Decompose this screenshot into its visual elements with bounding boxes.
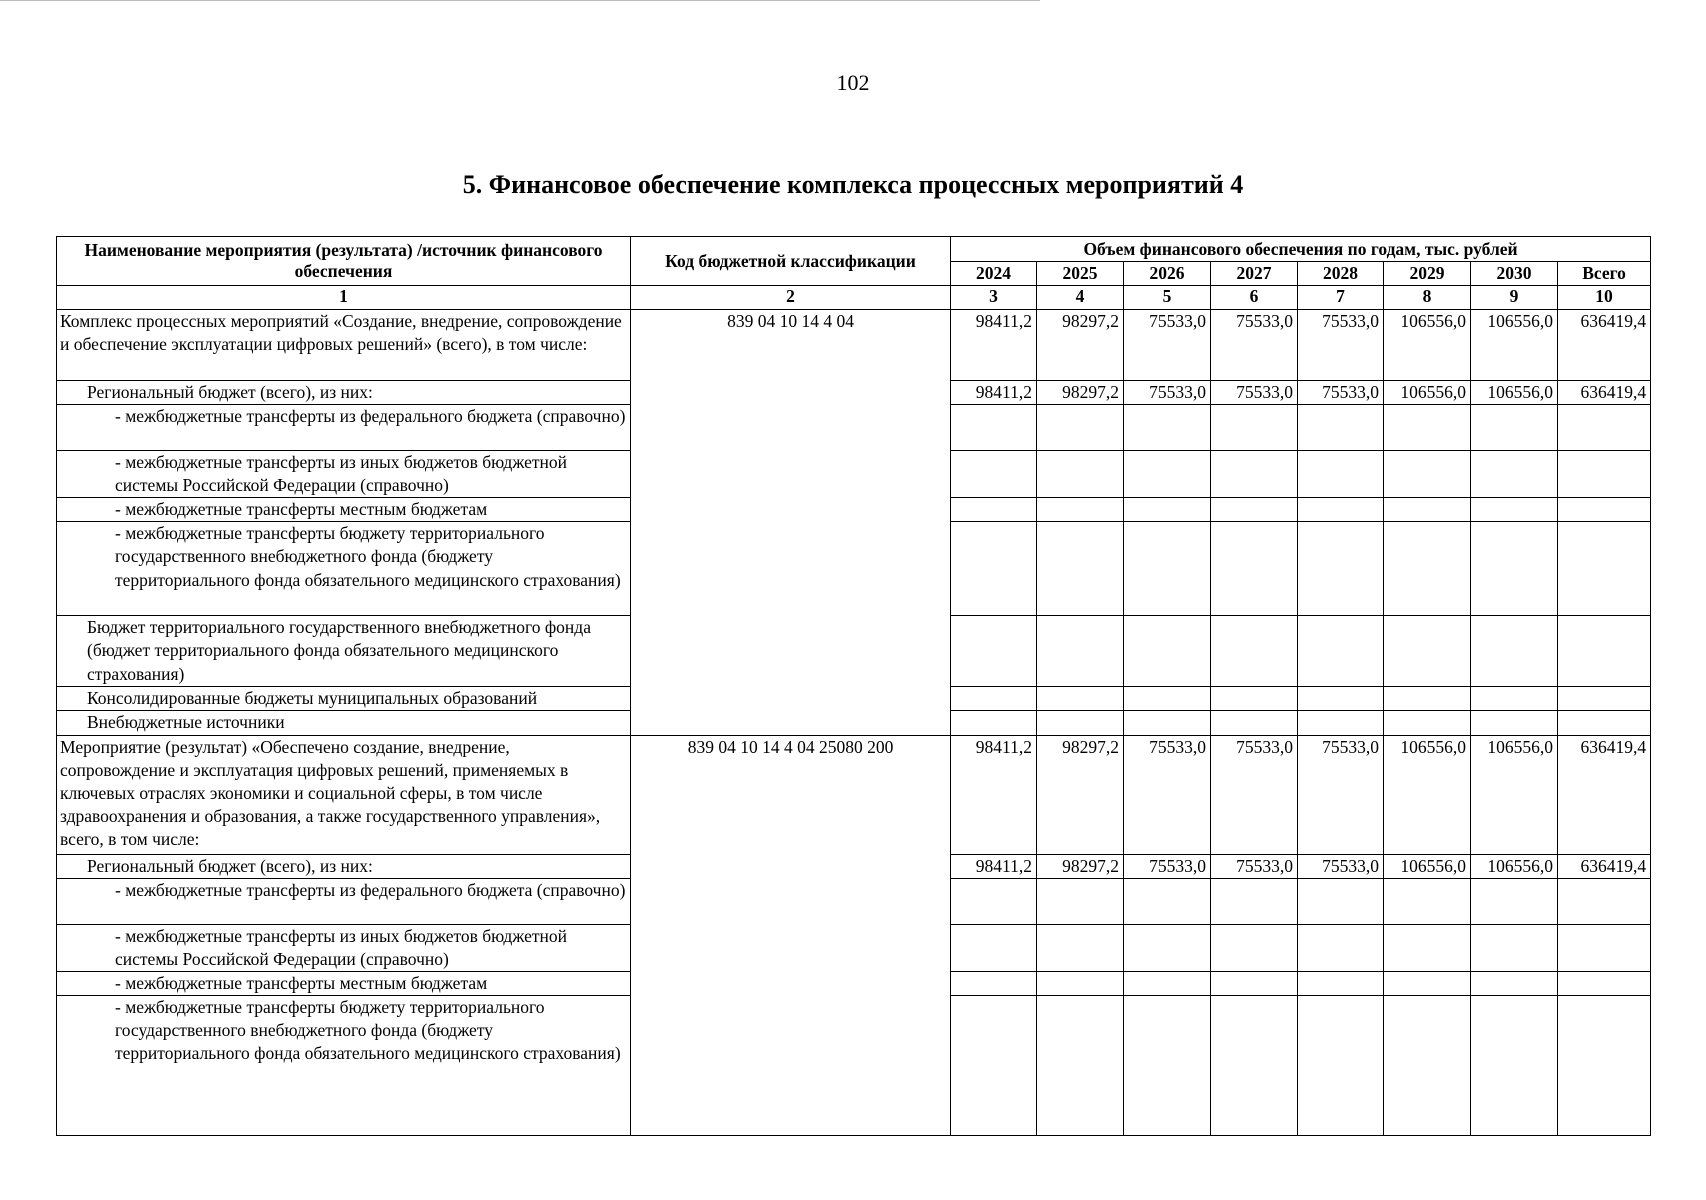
year-value-cell: 98297,2 <box>1037 310 1124 381</box>
year-value-cell <box>1471 711 1558 735</box>
year-value-cell <box>1037 522 1124 616</box>
header-year: 2029 <box>1384 262 1471 286</box>
header-year: 2027 <box>1211 262 1298 286</box>
year-value-cell: 75533,0 <box>1211 735 1298 854</box>
year-value-cell <box>1298 995 1384 1135</box>
year-value-cell <box>1037 616 1124 687</box>
year-value-cell <box>951 878 1037 924</box>
year-value-cell <box>951 711 1037 735</box>
year-value-cell: 98297,2 <box>1037 854 1124 878</box>
year-value-cell: 75533,0 <box>1124 854 1211 878</box>
header-year: 2024 <box>951 262 1037 286</box>
row-label: - межбюджетные трансферты из федерального бюджета (справочно) <box>57 405 631 451</box>
year-value-cell <box>1471 498 1558 522</box>
year-value-cell <box>1124 687 1211 711</box>
year-value-cell <box>1471 616 1558 687</box>
row-label: - межбюджетные трансферты местным бюджетам <box>57 971 631 995</box>
row-label: - межбюджетные трансферты из федерального бюджета (справочно) <box>57 878 631 924</box>
year-value-cell <box>1471 971 1558 995</box>
year-value-cell <box>1211 687 1298 711</box>
year-value-cell <box>1471 405 1558 451</box>
year-value-cell: 75533,0 <box>1124 310 1211 381</box>
year-value-cell: 106556,0 <box>1471 381 1558 405</box>
total-cell <box>1558 995 1651 1135</box>
header-year: 2026 <box>1124 262 1211 286</box>
year-value-cell <box>1298 522 1384 616</box>
total-cell <box>1558 522 1651 616</box>
total-cell <box>1558 971 1651 995</box>
year-value-cell <box>1124 995 1211 1135</box>
year-value-cell <box>951 451 1037 498</box>
year-value-cell <box>1298 924 1384 971</box>
year-value-cell: 106556,0 <box>1384 310 1471 381</box>
row-label: - межбюджетные трансферты местным бюджетам <box>57 498 631 522</box>
year-value-cell <box>1384 405 1471 451</box>
year-value-cell <box>1037 995 1124 1135</box>
year-value-cell <box>951 687 1037 711</box>
column-number: 4 <box>1037 286 1124 310</box>
year-value-cell <box>1037 971 1124 995</box>
year-value-cell <box>1124 711 1211 735</box>
year-value-cell <box>1037 878 1124 924</box>
year-value-cell <box>1037 924 1124 971</box>
year-value-cell: 98297,2 <box>1037 735 1124 854</box>
column-number: 2 <box>631 286 951 310</box>
year-value-cell <box>1124 924 1211 971</box>
total-cell <box>1558 711 1651 735</box>
header-year: 2030 <box>1471 262 1558 286</box>
row-label: Внебюджетные источники <box>57 711 631 735</box>
year-value-cell <box>1384 878 1471 924</box>
row-label: - межбюджетные трансферты бюджету территориального государственного внебюджетного фонда (бюджету территориального фонда обязательного медицинского страхования) <box>57 522 631 616</box>
year-value-cell: 106556,0 <box>1471 310 1558 381</box>
total-cell <box>1558 878 1651 924</box>
total-cell: 636419,4 <box>1558 735 1651 854</box>
header-volume-col: Объем финансового обеспечения по годам, тыс. рублей <box>951 237 1651 262</box>
total-cell: 636419,4 <box>1558 381 1651 405</box>
column-number: 3 <box>951 286 1037 310</box>
year-value-cell <box>1384 687 1471 711</box>
year-value-cell <box>1211 924 1298 971</box>
year-value-cell: 75533,0 <box>1211 381 1298 405</box>
year-value-cell <box>1384 498 1471 522</box>
year-value-cell <box>951 405 1037 451</box>
year-value-cell: 98411,2 <box>951 381 1037 405</box>
year-value-cell <box>1211 451 1298 498</box>
year-value-cell <box>951 616 1037 687</box>
year-value-cell <box>1298 878 1384 924</box>
year-value-cell: 98411,2 <box>951 854 1037 878</box>
row-label: - межбюджетные трансферты бюджету территориального государственного внебюджетного фонда (бюджету территориального фонда обязательного медицинского страхования) <box>57 995 631 1135</box>
year-value-cell <box>1124 451 1211 498</box>
table-row <box>57 735 1651 854</box>
total-cell <box>1558 924 1651 971</box>
year-value-cell <box>1298 687 1384 711</box>
column-number: 10 <box>1558 286 1651 310</box>
header-total: Всего <box>1558 262 1651 286</box>
budget-code-cell: 839 04 10 14 4 04 <box>631 310 951 736</box>
year-value-cell <box>1384 971 1471 995</box>
year-value-cell: 75533,0 <box>1124 735 1211 854</box>
total-cell <box>1558 405 1651 451</box>
header-year: 2025 <box>1037 262 1124 286</box>
year-value-cell <box>1384 711 1471 735</box>
year-value-cell <box>951 924 1037 971</box>
year-value-cell <box>1037 451 1124 498</box>
year-value-cell: 106556,0 <box>1384 854 1471 878</box>
table-row <box>57 310 1651 381</box>
row-label: - межбюджетные трансферты из иных бюджетов бюджетной системы Российской Федерации (справочно) <box>57 451 631 498</box>
year-value-cell <box>951 971 1037 995</box>
row-label: Региональный бюджет (всего), из них: <box>57 381 631 405</box>
scan-edge-line <box>0 0 1040 1</box>
year-value-cell <box>1124 522 1211 616</box>
year-value-cell: 106556,0 <box>1471 735 1558 854</box>
year-value-cell: 75533,0 <box>1298 854 1384 878</box>
year-value-cell <box>1471 995 1558 1135</box>
year-value-cell <box>1037 405 1124 451</box>
header-year: 2028 <box>1298 262 1384 286</box>
year-value-cell <box>1037 498 1124 522</box>
year-value-cell: 98411,2 <box>951 310 1037 381</box>
header-name-col: Наименование мероприятия (результата) /источник финансового обеспечения <box>57 237 631 286</box>
year-value-cell <box>1471 687 1558 711</box>
year-value-cell <box>1384 451 1471 498</box>
year-value-cell <box>1298 405 1384 451</box>
year-value-cell <box>1211 711 1298 735</box>
year-value-cell: 106556,0 <box>1471 854 1558 878</box>
year-value-cell: 106556,0 <box>1384 381 1471 405</box>
year-value-cell <box>1384 995 1471 1135</box>
year-value-cell <box>1471 451 1558 498</box>
year-value-cell <box>1211 498 1298 522</box>
column-number: 7 <box>1298 286 1384 310</box>
year-value-cell <box>1124 971 1211 995</box>
year-value-cell <box>951 522 1037 616</box>
year-value-cell: 75533,0 <box>1298 310 1384 381</box>
year-value-cell: 75533,0 <box>1298 735 1384 854</box>
year-value-cell: 75533,0 <box>1211 854 1298 878</box>
column-number: 1 <box>57 286 631 310</box>
year-value-cell <box>1298 616 1384 687</box>
year-value-cell <box>1037 687 1124 711</box>
year-value-cell <box>1384 522 1471 616</box>
column-number: 8 <box>1384 286 1471 310</box>
year-value-cell: 98411,2 <box>951 735 1037 854</box>
year-value-cell <box>1211 616 1298 687</box>
page-number: 102 <box>836 70 870 95</box>
year-value-cell <box>1124 498 1211 522</box>
year-value-cell <box>1298 498 1384 522</box>
column-number: 9 <box>1471 286 1558 310</box>
year-value-cell <box>1211 878 1298 924</box>
year-value-cell <box>1211 995 1298 1135</box>
year-value-cell <box>1471 924 1558 971</box>
row-label: Консолидированные бюджеты муниципальных образований <box>57 687 631 711</box>
year-value-cell <box>1298 711 1384 735</box>
row-label: Региональный бюджет (всего), из них: <box>57 854 631 878</box>
row-label: Мероприятие (результат) «Обеспечено создание, внедрение, сопровождение и эксплуатация цифровых решений, применяемых в ключевых отраслях экономики и социальной сферы, в том числе здравоохранения и образования, а также государственного управления», всего, в том числе: <box>57 735 631 854</box>
year-value-cell <box>1298 451 1384 498</box>
year-value-cell <box>1037 711 1124 735</box>
year-value-cell <box>1471 522 1558 616</box>
budget-code-cell: 839 04 10 14 4 04 25080 200 <box>631 735 951 1135</box>
year-value-cell <box>1124 616 1211 687</box>
header-code-col: Код бюджетной классификации <box>631 237 951 286</box>
row-label: Комплекс процессных мероприятий «Создание, внедрение, сопровождение и обеспечение эксплуатации цифровых решений» (всего), в том числе: <box>57 310 631 381</box>
total-cell <box>1558 451 1651 498</box>
column-number: 6 <box>1211 286 1298 310</box>
year-value-cell <box>951 995 1037 1135</box>
year-value-cell <box>1298 971 1384 995</box>
total-cell <box>1558 616 1651 687</box>
year-value-cell <box>1384 616 1471 687</box>
year-value-cell: 75533,0 <box>1124 381 1211 405</box>
total-cell: 636419,4 <box>1558 310 1651 381</box>
total-cell <box>1558 498 1651 522</box>
year-value-cell: 75533,0 <box>1211 310 1298 381</box>
year-value-cell <box>951 498 1037 522</box>
total-cell <box>1558 687 1651 711</box>
column-number: 5 <box>1124 286 1211 310</box>
year-value-cell <box>1211 405 1298 451</box>
section-title: 5. Финансовое обеспечение комплекса процессных мероприятий 4 <box>462 170 1244 199</box>
year-value-cell <box>1124 405 1211 451</box>
year-value-cell: 98297,2 <box>1037 381 1124 405</box>
year-value-cell <box>1211 522 1298 616</box>
financing-table <box>56 236 1651 1136</box>
year-value-cell: 75533,0 <box>1298 381 1384 405</box>
total-cell: 636419,4 <box>1558 854 1651 878</box>
year-value-cell <box>1384 924 1471 971</box>
year-value-cell <box>1211 971 1298 995</box>
row-label: - межбюджетные трансферты из иных бюджетов бюджетной системы Российской Федерации (справочно) <box>57 924 631 971</box>
year-value-cell <box>1471 878 1558 924</box>
year-value-cell <box>1124 878 1211 924</box>
row-label: Бюджет территориального государственного внебюджетного фонда (бюджет территориального фонда обязательного медицинского страхования) <box>57 616 631 687</box>
year-value-cell: 106556,0 <box>1384 735 1471 854</box>
